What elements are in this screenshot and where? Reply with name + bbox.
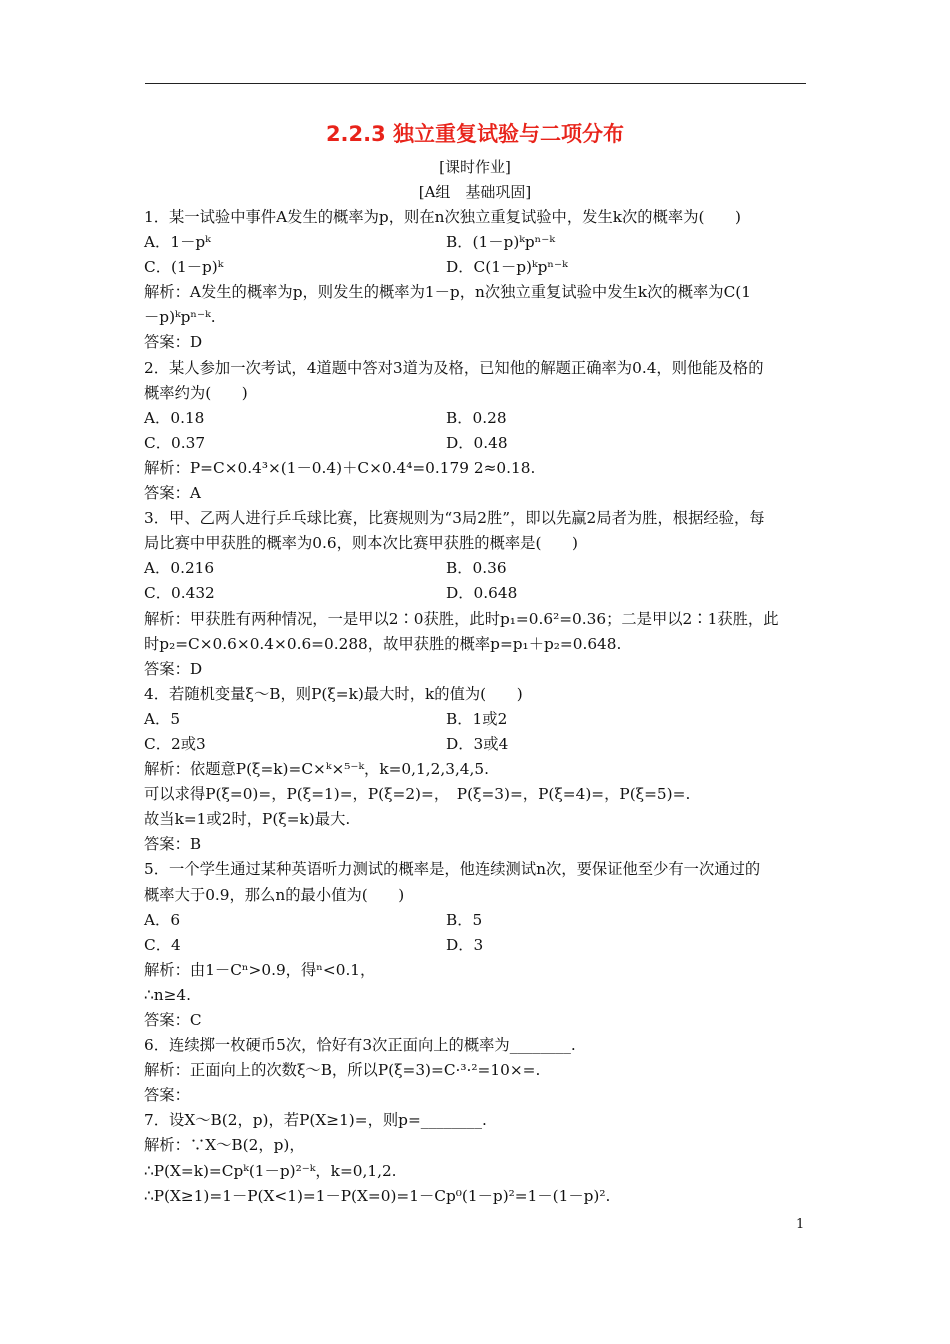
text-line: 解析：由1－Cⁿ>0.9，得ⁿ<0.1， [144, 960, 376, 979]
option-left: C．0.432 [144, 584, 215, 603]
options-row [144, 431, 808, 456]
option-left: C．2或3 [144, 734, 206, 753]
option-left: A．5 [144, 709, 181, 728]
text-line: 3．甲、乙两人进行乒乓球比赛，比赛规则为“3局2胜”，即以先赢2局者为胜，根据经验，每 [144, 509, 765, 528]
option-right: D．C(1－p)ᵏpⁿ⁻ᵏ [446, 258, 568, 277]
option-right: B．(1－p)ᵏpⁿ⁻ᵏ [446, 233, 555, 252]
option-right: B．5 [446, 910, 483, 929]
option-right: D．0.648 [446, 584, 518, 603]
text-line: ∴n≥4. [144, 985, 191, 1004]
text-line: 答案： [144, 1086, 190, 1105]
options-row [144, 581, 808, 606]
option-left: C．4 [144, 935, 181, 954]
options-row [144, 556, 808, 581]
text-line: 答案：A [144, 484, 201, 503]
header-rule [145, 83, 806, 84]
text-line: 1．某一试验中事件A发生的概率为p，则在n次独立重复试验中，发生k次的概率为( ) [144, 208, 742, 226]
text-line: 解析：P=C×0.4³×(1－0.4)＋C×0.4⁴=0.179 2≈0.18. [144, 458, 536, 477]
text-line: 局比赛中甲获胜的概率为0.6，则本次比赛甲获胜的概率是( ) [144, 534, 578, 553]
text-line: 答案：D [144, 659, 203, 678]
option-left: A．6 [144, 910, 181, 929]
text-line: 故当k=1或2时，P(ξ=k)最大. [144, 810, 351, 829]
options-row [144, 406, 808, 431]
options-row [144, 707, 808, 732]
text-line: 解析：∵X～B(2，p)， [144, 1136, 305, 1155]
text-line: 答案：D [144, 333, 203, 352]
options-row [144, 933, 808, 958]
text-line: 6．连续掷一枚硬币5次，恰好有3次正面向上的概率为________. [144, 1036, 576, 1055]
text-line: 答案：B [144, 835, 202, 854]
option-right: D．3 [446, 935, 484, 954]
option-left: C．0.37 [144, 433, 206, 452]
options-row [144, 908, 808, 933]
text-line: 解析：依题意P(ξ=k)=C×ᵏ×⁵⁻ᵏ，k=0,1,2,3,4,5. [144, 760, 489, 779]
text-line: 7．设X～B(2，p)，若P(X≥1)=，则p=________. [144, 1111, 487, 1130]
option-right: B．0.28 [446, 408, 507, 427]
group-heading: [A组 基础巩固] [418, 183, 532, 201]
options-row [144, 230, 808, 255]
option-right: D．0.48 [446, 433, 508, 452]
option-right: B．1或2 [446, 709, 508, 728]
document-body [144, 205, 808, 1209]
text-line: 5．一个学生通过某种英语听力测试的概率是，他连续测试n次，要保证他至少有一次通过的 [144, 860, 761, 879]
subtitle: [课时作业] [439, 158, 511, 176]
page-title: 2.2.3 独立重复试验与二项分布 [325, 122, 625, 146]
option-left: C．(1－p)ᵏ [144, 258, 224, 277]
text-line: 可以求得P(ξ=0)=，P(ξ=1)=，P(ξ=2)=， P(ξ=3)=，P(ξ=4)=，P(ξ=5)=. [144, 785, 691, 804]
option-left: A．0.18 [144, 408, 205, 427]
text-line: 解析：甲获胜有两种情况，一是甲以2∶0获胜，此时p₁=0.6²=0.36；二是甲以2∶1获胜，此 [144, 609, 779, 628]
option-right: B．0.36 [446, 559, 507, 578]
text-line: 解析：A发生的概率为p，则发生的概率为1－p，n次独立重复试验中发生k次的概率为C(1 [144, 283, 751, 302]
text-line: 概率约为( ) [144, 383, 248, 402]
text-line: 时p₂=C×0.6×0.4×0.6=0.288，故甲获胜的概率p=p₁＋p₂=0.648. [144, 634, 622, 653]
option-left: A．1－pᵏ [144, 233, 211, 252]
options-row [144, 732, 808, 757]
options-row [144, 255, 808, 280]
option-right: D．3或4 [446, 734, 509, 753]
option-left: A．0.216 [144, 559, 215, 578]
text-line: －p)ᵏpⁿ⁻ᵏ. [144, 308, 216, 327]
text-line: 概率大于0.9，那么n的最小值为( ) [144, 885, 405, 904]
text-line: 2．某人参加一次考试，4道题中答对3道为及格，已知他的解题正确率为0.4，则他能及格的 [144, 358, 764, 377]
page-number: 1 [796, 1217, 805, 1232]
text-line: 4．若随机变量ξ～B，则P(ξ=k)最大时，k的值为( ) [144, 684, 523, 703]
text-line: 答案：C [144, 1011, 202, 1029]
text-line: 解析：正面向上的次数ξ～B，所以P(ξ=3)=C·³·²=10×=. [144, 1061, 541, 1080]
text-line: ∴P(X=k)=Cpᵏ(1－p)²⁻ᵏ，k=0,1,2. [144, 1161, 397, 1180]
text-line: ∴P(X≥1)=1－P(X<1)=1－P(X=0)=1－Cp⁰(1－p)²=1－(1－p)². [144, 1186, 611, 1205]
